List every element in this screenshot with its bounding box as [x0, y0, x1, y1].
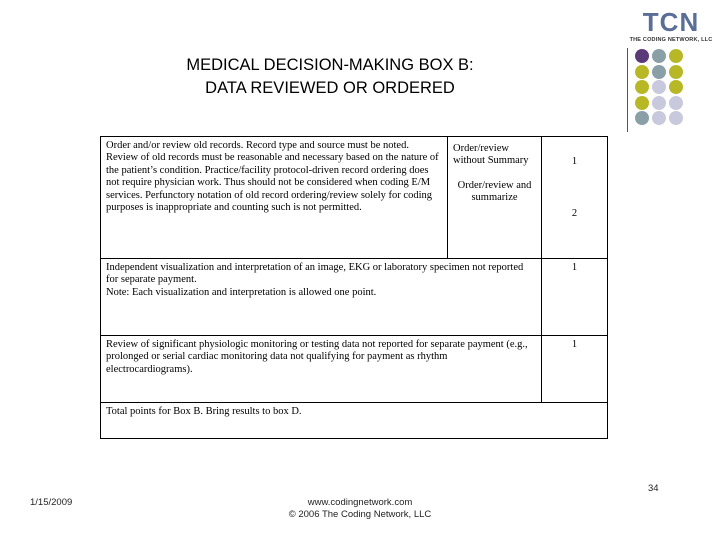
decorative-dot: [635, 49, 649, 63]
page-number: 34: [648, 483, 659, 494]
decorative-dot: [635, 65, 649, 79]
row2-points: 1: [542, 259, 608, 336]
row2-description: [101, 259, 542, 336]
total-row: Total points for Box B. Bring results to box D.: [101, 403, 608, 439]
decorative-dot: [652, 111, 666, 125]
decorative-dot: [652, 49, 666, 63]
decorative-dot: [669, 49, 683, 63]
option2-label: Order/review and summarize: [457, 179, 532, 204]
decorative-dot-grid: [631, 47, 716, 127]
table-row: [101, 403, 608, 439]
row3-points: 1: [542, 336, 608, 403]
decorative-dot: [635, 80, 649, 94]
logo-subtitle: THE CODING NETWORK, LLC: [629, 37, 713, 43]
footer-website: www.codingnetwork.com: [307, 497, 413, 508]
row3-description: Review of significant physiologic monitoring or testing data not reported for separate payment (e.g., prolonged or serial cardiac monitoring data not qualifying for payment as rhythm electrocardiograms).: [101, 336, 542, 403]
row1-description: Order and/or review old records. Record type and source must be noted. Review of old records must be reasonable and necessary based on the nature of the patient’s condition. Practice/facility protocol-driven record ordering does not require physician work. Thus should not be considered when coding E/M services. Perfunctory notation of old record ordering/review solely for coding purposes is inappropriate and counting such is not permitted.: [101, 137, 448, 259]
table-row: [101, 259, 608, 336]
decorative-dot: [669, 96, 683, 110]
logo-text: TCN: [642, 7, 700, 37]
footer-date: 1/15/2009: [30, 497, 73, 508]
decorative-dot: [669, 80, 683, 94]
decorative-dot: [669, 65, 683, 79]
decorative-divider: [627, 48, 628, 132]
option1-label: Order/review without Summary: [453, 143, 529, 167]
decorative-dot: [652, 65, 666, 79]
footer-copyright: © 2006 The Coding Network, LLC: [288, 509, 432, 520]
decorative-dot: [652, 96, 666, 110]
title-line-1: MEDICAL DECISION-MAKING BOX B:: [186, 56, 474, 74]
table-row: [101, 336, 608, 403]
title-line-2: DATA REVIEWED OR ORDERED: [205, 79, 455, 97]
decorative-dot: [669, 111, 683, 125]
option2-points: 2: [571, 208, 578, 220]
table-row: [101, 137, 608, 259]
row1-options: [448, 137, 542, 259]
slide-title: [120, 54, 540, 100]
footer-center: [260, 497, 460, 521]
row2-text: Independent visualization and interpretation of an image, EKG or laboratory specimen not reported for separate payment.: [106, 262, 524, 286]
data-reviewed-table: [100, 136, 608, 439]
row1-points: [542, 137, 608, 259]
row2-note: Note: Each visualization and interpretation is allowed one point.: [106, 286, 377, 298]
company-logo: [626, 8, 716, 48]
decorative-dot: [635, 96, 649, 110]
decorative-dot: [652, 80, 666, 94]
option1-points: 1: [571, 156, 578, 167]
decorative-dot: [635, 111, 649, 125]
